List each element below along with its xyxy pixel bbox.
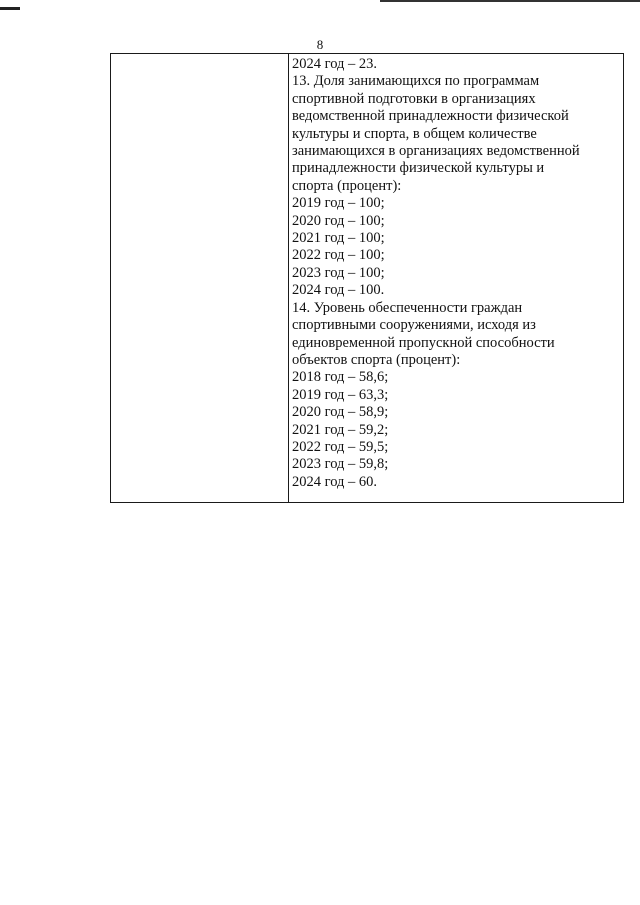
text-line: спортивными сооружениями, исходя из bbox=[292, 317, 536, 334]
text-line: 14. Уровень обеспеченности граждан bbox=[292, 299, 523, 316]
text-line: объектов спорта (процент): bbox=[292, 351, 461, 368]
text-line: 2021 год – 59,2; bbox=[292, 421, 389, 438]
text-line: 2021 год – 100; bbox=[292, 230, 385, 247]
text-line: принадлежности физической культуры и bbox=[292, 160, 545, 177]
text-line: 2023 год – 59,8; bbox=[292, 456, 389, 473]
text-line: культуры и спорта, в общем количестве bbox=[292, 125, 537, 142]
text-line: 2022 год – 59,5; bbox=[292, 438, 389, 455]
text-line: ведомственной принадлежности физической bbox=[292, 108, 569, 125]
text-line: 13. Доля занимающихся по программам bbox=[292, 73, 540, 90]
text-line: 2020 год – 58,9; bbox=[292, 404, 389, 421]
text-line: спортивной подготовки в организациях bbox=[292, 90, 536, 107]
page-number: 8 bbox=[316, 37, 324, 52]
text-line: 2019 год – 63,3; bbox=[292, 386, 389, 403]
text-line: 2020 год – 100; bbox=[292, 212, 385, 229]
scan-edge-mark-left bbox=[0, 7, 20, 10]
text-line: 2019 год – 100; bbox=[292, 195, 385, 212]
text-line: 2022 год – 100; bbox=[292, 247, 385, 264]
scan-edge-mark-right bbox=[380, 0, 640, 2]
text-line: занимающихся в организациях ведомственной bbox=[292, 143, 580, 160]
text-line: 2023 год – 100; bbox=[292, 264, 385, 281]
table-left-cell bbox=[111, 54, 289, 502]
text-line: 2024 год – 60. bbox=[292, 473, 378, 490]
text-line: спорта (процент): bbox=[292, 177, 402, 194]
table-right-cell bbox=[289, 54, 623, 502]
indicators-table bbox=[110, 53, 624, 503]
text-line: единовременной пропускной способности bbox=[292, 334, 555, 351]
text-line: 2024 год – 23. bbox=[292, 56, 378, 72]
text-line: 2024 год – 100. bbox=[292, 282, 385, 299]
text-line: 2018 год – 58,6; bbox=[292, 369, 389, 386]
